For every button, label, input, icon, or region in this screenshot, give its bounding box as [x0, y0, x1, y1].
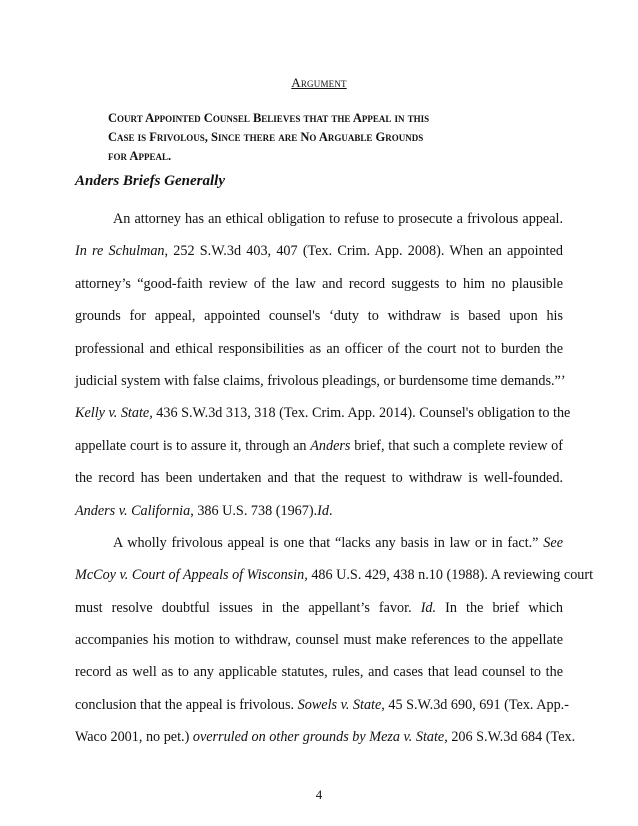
text-run: , 386 U.S. 738 (1967).	[190, 502, 318, 519]
text-run: Waco 2001, no pet.)	[75, 729, 193, 746]
text-run: the record has been undertaken and that the request to withdraw is well-founded.	[75, 470, 563, 487]
text-line	[75, 624, 563, 656]
text-run: 436 S.W.3d 313, 318 (Tex. Crim. App. 2014). Counsel's obligation to the	[152, 405, 571, 422]
text-line	[75, 559, 594, 591]
text-run: record as well as to any applicable statutes, rules, and cases that lead counsel to the	[75, 664, 563, 681]
text-run: professional and ethical responsibilities as an officer of the court not to burden the	[75, 340, 563, 357]
text-run: grounds for appeal, appointed counsel's ‘duty to withdraw is based upon his	[75, 308, 563, 325]
text-line	[75, 430, 563, 462]
text-line	[75, 365, 566, 397]
point-heading	[108, 109, 548, 166]
text-run: must resolve doubtful issues in the appellant’s favor.	[75, 599, 421, 616]
text-line	[75, 300, 563, 332]
text-run: appellate court is to assure it, through an	[75, 437, 311, 454]
case-citation: Id	[317, 502, 329, 519]
text-run: accompanies his motion to withdraw, counsel must make references to the appellate	[75, 632, 563, 649]
case-citation: In re Schulman	[75, 243, 165, 260]
text-line	[75, 495, 563, 527]
text-run: , 252 S.W.3d 403, 407 (Tex. Crim. App. 2008). When an appointed	[164, 243, 563, 260]
text-run: A wholly frivolous appeal is one that “lacks any basis in law or in fact.”	[113, 534, 544, 551]
case-citation: overruled on other grounds by Meza v. State,	[192, 729, 448, 746]
text-line	[75, 333, 563, 365]
case-citation: Sowels v. State,	[297, 696, 385, 713]
text-line	[75, 721, 576, 753]
case-citation: See	[543, 534, 563, 551]
case-citation: Anders	[310, 437, 351, 454]
text-line	[75, 203, 563, 235]
text-line	[75, 527, 563, 559]
page-number: 4	[315, 787, 323, 802]
point-heading-line: for Appeal.	[108, 149, 172, 163]
case-citation: McCoy v. Court of Appeals of Wisconsin,	[75, 567, 308, 584]
text-run: attorney’s “good-faith review of the law and record suggests to him no plausible	[75, 275, 563, 292]
text-line	[75, 235, 563, 267]
section-heading: Argument	[291, 75, 347, 90]
text-line	[75, 592, 563, 624]
text-run: brief, that such a complete review of	[350, 437, 564, 454]
text-run: conclusion that the appeal is frivolous.	[75, 696, 298, 713]
text-run: judicial system with false claims, frivolous pleadings, or burdensome time demands.”’	[75, 372, 566, 389]
case-citation: Kelly v. State,	[75, 405, 153, 422]
case-citation: Anders v. California	[75, 502, 191, 519]
text-line	[75, 397, 571, 429]
text-line	[75, 656, 563, 688]
text-run: An attorney has an ethical obligation to refuse to prosecute a frivolous appeal.	[113, 211, 563, 227]
text-run: In the brief which	[436, 599, 564, 616]
text-run: 45 S.W.3d 690, 691 (Tex. App.-	[384, 696, 569, 713]
point-heading-line: Case is Frivolous, Since there are No Arguable Grounds	[108, 130, 424, 144]
case-citation: Id.	[420, 599, 437, 616]
text-run: 206 S.W.3d 684 (Tex.	[447, 729, 576, 746]
text-line	[75, 268, 563, 300]
text-run: 486 U.S. 429, 438 n.10 (1988). A reviewing court	[307, 567, 594, 584]
point-heading-line: Court Appointed Counsel Believes that the Appeal in this	[108, 111, 430, 125]
text-run: .	[328, 502, 333, 519]
text-line	[75, 462, 563, 494]
subheading: Anders Briefs Generally	[75, 173, 225, 189]
body-text	[75, 203, 594, 754]
text-line	[75, 689, 569, 721]
